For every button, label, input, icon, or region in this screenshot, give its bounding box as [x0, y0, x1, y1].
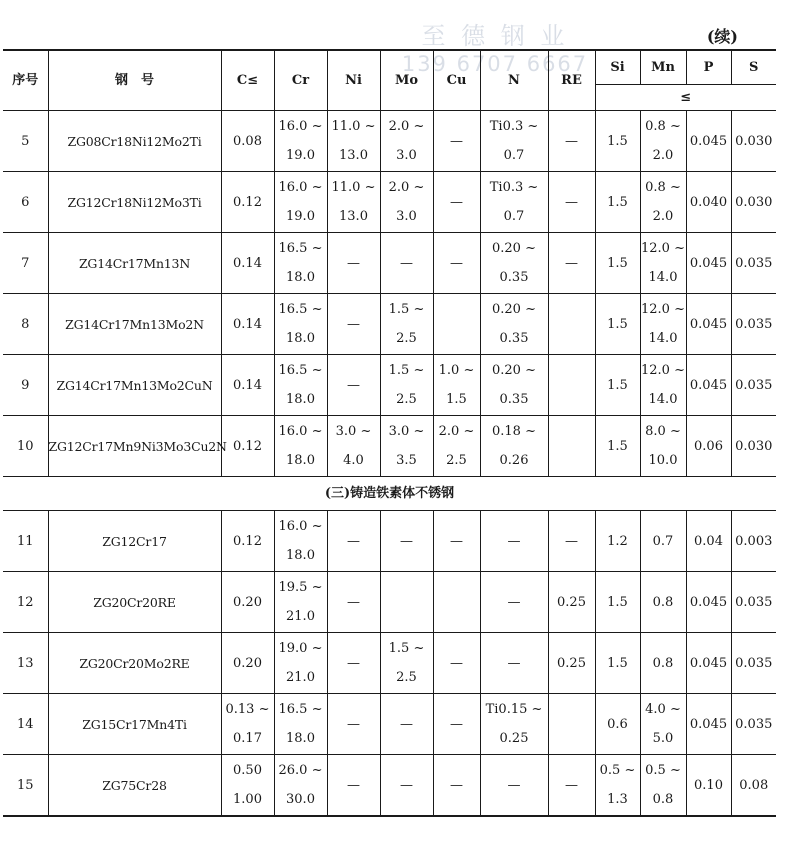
table-row [3, 572, 776, 633]
cell-line: 0.35 [499, 270, 529, 285]
cell-line: 18.0 [286, 331, 315, 346]
cell-c: 0.08 [221, 111, 274, 172]
cell-line: 16.0 ~ [278, 119, 323, 134]
cell-line: 2.5 [446, 453, 467, 468]
cell-cu [433, 233, 480, 294]
cell-n [480, 355, 548, 416]
cell-re: — [548, 172, 595, 233]
cell-line: 16.0 ~ [278, 424, 323, 439]
col-header-p: P [686, 50, 731, 85]
cell-line: — [450, 133, 463, 149]
cell-seq: 8 [3, 294, 48, 355]
cell-c: 0.14 [221, 294, 274, 355]
cell-cu: — [433, 755, 480, 817]
cell-line: — [400, 716, 413, 732]
col-header-si: Si [595, 50, 640, 85]
cell-line: 13.0 [339, 209, 368, 224]
cell-line: 18.0 [286, 548, 315, 563]
cell-seq: 12 [3, 572, 48, 633]
cell-si [595, 633, 640, 694]
cell-line: 0.20 ~ [492, 241, 536, 256]
cell-line: 0.12 [233, 533, 262, 549]
cell-mn [640, 694, 686, 755]
cell-s: 0.035 [731, 294, 776, 355]
table-row [3, 511, 776, 572]
cell-line: — [400, 255, 413, 271]
cell-ni [327, 111, 380, 172]
cell-line: 0.7 [652, 533, 674, 549]
cell-steel: ZG14Cr17Mn13N [48, 233, 221, 294]
cell-steel: ZG15Cr17Mn4Ti [48, 694, 221, 755]
cell-seq: 13 [3, 633, 48, 694]
cell-line: 0.17 [233, 731, 262, 746]
cell-ni [327, 172, 380, 233]
cell-mn [640, 416, 686, 477]
cell-line: 0.35 [499, 392, 529, 407]
cell-line: 1.5 ~ [388, 302, 425, 317]
cell-re: 0.25 [548, 572, 595, 633]
cell-line: 30.0 [286, 792, 315, 807]
cell-mn [640, 511, 686, 572]
cell-mo [380, 416, 433, 477]
cell-re [548, 694, 595, 755]
cell-s: 0.08 [731, 755, 776, 817]
cell-cr [274, 416, 327, 477]
cell-line: 18.0 [286, 731, 315, 746]
cell-line: 0.5 ~ [645, 763, 681, 778]
cell-line: 2.0 [652, 148, 674, 163]
cell-re: — [548, 755, 595, 817]
cell-line: Ti0.3 ~ [489, 180, 539, 195]
cell-mo [380, 294, 433, 355]
cell-line: 16.5 ~ [278, 241, 323, 256]
cell-c: 0.14 [221, 355, 274, 416]
cell-n [480, 172, 548, 233]
cell-mo [380, 355, 433, 416]
cell-line: — [507, 655, 521, 671]
cell-s: 0.035 [731, 233, 776, 294]
cell-line: Ti0.3 ~ [489, 119, 539, 134]
cell-seq: 15 [3, 755, 48, 817]
cell-line: 4.0 [343, 453, 364, 468]
cell-p: 0.045 [686, 633, 731, 694]
cell-re: 0.25 [548, 633, 595, 694]
cell-line: 14.0 [648, 270, 678, 285]
cell-line: 13.0 [339, 148, 368, 163]
col-header-steel: 钢 号 [48, 50, 221, 111]
cell-n [480, 511, 548, 572]
cell-mo [380, 233, 433, 294]
cell-cr [274, 294, 327, 355]
cell-seq: 6 [3, 172, 48, 233]
cell-line: Ti0.15 ~ [485, 702, 543, 717]
col-header-cu: Cu [433, 50, 480, 111]
cell-line: 0.8 [652, 594, 674, 610]
cell-c [221, 633, 274, 694]
cell-line: 1.5 [607, 655, 628, 671]
header-row [3, 50, 776, 85]
cell-s: 0.030 [731, 416, 776, 477]
cell-ni [327, 233, 380, 294]
cell-c [221, 572, 274, 633]
cell-line: 3.0 [396, 148, 417, 163]
cell-line: 5.0 [652, 731, 674, 746]
cell-line: 0.20 [233, 594, 262, 610]
cell-line: 21.0 [286, 670, 315, 685]
cell-si: 1.5 [595, 233, 640, 294]
cell-ni: — [327, 633, 380, 694]
continued-label: (续) [706, 27, 738, 46]
col-header-re: RE [548, 50, 595, 111]
cell-line: 0.8 ~ [645, 180, 681, 195]
col-header-s: S [731, 50, 776, 85]
cell-p: 0.045 [686, 111, 731, 172]
cell-si: 1.5 [595, 294, 640, 355]
table-row [3, 294, 776, 355]
cell-ni [327, 294, 380, 355]
cell-line: 8.0 ~ [645, 424, 681, 439]
cell-line: 14.0 [648, 392, 678, 407]
cell-re: — [548, 111, 595, 172]
cell-n [480, 416, 548, 477]
cell-cr [274, 511, 327, 572]
cell-line: 19.0 ~ [278, 641, 323, 656]
cell-si: 1.5 [595, 111, 640, 172]
col-header-leq: ≤ [595, 85, 776, 111]
cell-steel: ZG08Cr18Ni12Mo2Ti [48, 111, 221, 172]
cell-line: 26.0 ~ [278, 763, 323, 778]
cell-cr [274, 111, 327, 172]
table-row [3, 233, 776, 294]
cell-line: 12.0 ~ [641, 241, 685, 256]
cell-cu [433, 355, 480, 416]
cell-p: 0.040 [686, 172, 731, 233]
cell-n [480, 633, 548, 694]
cell-line: — [450, 255, 463, 271]
cell-line: — [507, 594, 521, 610]
cell-line: 19.0 [286, 148, 315, 163]
cell-c [221, 755, 274, 817]
cell-line: 1.5 ~ [388, 641, 425, 656]
cell-line: 0.25 [499, 731, 529, 746]
cell-s: 0.030 [731, 172, 776, 233]
cell-mo [380, 694, 433, 755]
cell-c: 0.12 [221, 172, 274, 233]
cell-si [595, 511, 640, 572]
cell-line: 3.5 [396, 453, 417, 468]
cell-steel: ZG12Cr17Mn9Ni3Mo3Cu2N [48, 416, 221, 477]
cell-line: 0.8 [652, 792, 674, 807]
cell-cr [274, 694, 327, 755]
cell-si: 1.5 [595, 355, 640, 416]
col-header-seq: 序号 [3, 50, 48, 111]
cell-cu: — [433, 694, 480, 755]
cell-line: 16.0 ~ [278, 519, 323, 534]
cell-p: 0.04 [686, 511, 731, 572]
cell-line: 1.5 [446, 392, 467, 407]
cell-line: 0.13 ~ [225, 702, 270, 717]
cell-re: — [548, 511, 595, 572]
watermark-company: 至 德 钢 业 [421, 22, 569, 50]
cell-line: 2.0 ~ [438, 424, 475, 439]
cell-seq: 9 [3, 355, 48, 416]
cell-mo [380, 572, 433, 633]
cell-re [548, 416, 595, 477]
cell-cu [433, 172, 480, 233]
cell-cu: — [433, 633, 480, 694]
cell-p: 0.045 [686, 233, 731, 294]
cell-line: 18.0 [286, 392, 315, 407]
cell-line: — [347, 377, 360, 393]
cell-cr [274, 172, 327, 233]
cell-mo [380, 511, 433, 572]
cell-cu [433, 416, 480, 477]
cell-line: 16.5 ~ [278, 302, 323, 317]
cell-line: 0.50 [233, 763, 262, 778]
cell-line: 3.0 [396, 209, 417, 224]
cell-line: 0.18 ~ [492, 424, 536, 439]
cell-p: 0.045 [686, 572, 731, 633]
cell-cu: — [433, 511, 480, 572]
cell-c: 0.14 [221, 233, 274, 294]
cell-line: 19.5 ~ [278, 580, 323, 595]
cell-p: 0.045 [686, 694, 731, 755]
cell-line: 0.20 ~ [492, 302, 536, 317]
cell-steel: ZG20Cr20Mo2RE [48, 633, 221, 694]
cell-cr [274, 355, 327, 416]
cell-ni: — [327, 694, 380, 755]
cell-n [480, 755, 548, 817]
cell-c: 0.12 [221, 416, 274, 477]
cell-line: 21.0 [286, 609, 315, 624]
cell-mn [640, 172, 686, 233]
cell-line: 1.5 ~ [388, 363, 425, 378]
cell-n [480, 694, 548, 755]
cell-line: — [450, 194, 463, 210]
cell-line: 0.20 ~ [492, 363, 536, 378]
section-title: (三)铸造铁素体不锈钢 [3, 477, 776, 511]
cell-p: 0.06 [686, 416, 731, 477]
cell-line: 1.3 [607, 792, 628, 807]
cell-p: 0.045 [686, 294, 731, 355]
col-header-ni: Ni [327, 50, 380, 111]
cell-mn [640, 633, 686, 694]
cell-line: 2.5 [396, 392, 417, 407]
cell-steel: ZG20Cr20RE [48, 572, 221, 633]
cell-steel: ZG14Cr17Mn13Mo2N [48, 294, 221, 355]
watermark-phone: 139 6707 6667 [401, 52, 589, 76]
cell-mo [380, 755, 433, 817]
cell-s: 0.035 [731, 355, 776, 416]
cell-mo [380, 633, 433, 694]
cell-line: 2.0 [652, 209, 674, 224]
table-row [3, 416, 776, 477]
cell-ni [327, 416, 380, 477]
cell-line: 1.0 ~ [438, 363, 475, 378]
cell-line: 2.5 [396, 331, 417, 346]
cell-line: 3.0 ~ [335, 424, 372, 439]
cell-ni: — [327, 755, 380, 817]
cell-s: 0.035 [731, 572, 776, 633]
cell-line: 1.2 [607, 533, 628, 549]
cell-n [480, 294, 548, 355]
table-row [3, 355, 776, 416]
cell-re: — [548, 233, 595, 294]
cell-si: 1.5 [595, 416, 640, 477]
cell-line: 18.0 [286, 453, 315, 468]
cell-line: 0.8 [652, 655, 674, 671]
cell-seq: 10 [3, 416, 48, 477]
cell-mo [380, 172, 433, 233]
col-header-cr: Cr [274, 50, 327, 111]
cell-steel: ZG12Cr18Ni12Mo3Ti [48, 172, 221, 233]
cell-seq: 11 [3, 511, 48, 572]
cell-line: 11.0 ~ [331, 180, 376, 195]
cell-cu [433, 111, 480, 172]
cell-s: 0.030 [731, 111, 776, 172]
cell-line: 0.20 [233, 655, 262, 671]
cell-line: 18.0 [286, 270, 315, 285]
cell-p: 0.10 [686, 755, 731, 817]
cell-line: 0.35 [499, 331, 529, 346]
cell-line: 14.0 [648, 331, 678, 346]
cell-line: 4.0 ~ [645, 702, 681, 717]
col-header-mn: Mn [640, 50, 686, 85]
col-header-n: N [480, 50, 548, 111]
section-row [3, 477, 776, 511]
cell-line: 10.0 [648, 453, 678, 468]
cell-mo [380, 111, 433, 172]
cell-mn [640, 755, 686, 817]
cell-si [595, 572, 640, 633]
cell-seq: 5 [3, 111, 48, 172]
cell-line: 0.26 [499, 453, 529, 468]
cell-line: — [347, 316, 360, 332]
cell-line: 16.0 ~ [278, 180, 323, 195]
cell-line: 19.0 [286, 209, 315, 224]
cell-line: 0.7 [503, 148, 525, 163]
table-row [3, 694, 776, 755]
cell-seq: 7 [3, 233, 48, 294]
cell-line: 1.5 [607, 594, 628, 610]
stainless-steel-composition-table [3, 49, 776, 817]
cell-line: — [400, 777, 413, 793]
cell-steel: ZG75Cr28 [48, 755, 221, 817]
cell-line: — [507, 777, 521, 793]
cell-re [548, 294, 595, 355]
cell-steel: ZG14Cr17Mn13Mo2CuN [48, 355, 221, 416]
cell-n [480, 111, 548, 172]
cell-mn [640, 294, 686, 355]
table-row [3, 755, 776, 817]
cell-cr [274, 755, 327, 817]
cell-s: 0.035 [731, 694, 776, 755]
cell-c [221, 511, 274, 572]
cell-n [480, 233, 548, 294]
cell-ni: — [327, 572, 380, 633]
cell-line: 1.00 [233, 792, 262, 807]
cell-line: 3.0 ~ [388, 424, 425, 439]
cell-cr [274, 633, 327, 694]
cell-mn [640, 111, 686, 172]
table-row [3, 172, 776, 233]
cell-mn [640, 233, 686, 294]
cell-line: 2.0 ~ [388, 180, 425, 195]
cell-cr [274, 233, 327, 294]
col-header-c: C≤ [221, 50, 274, 111]
cell-line: 0.8 ~ [645, 119, 681, 134]
cell-c [221, 694, 274, 755]
cell-line: — [347, 255, 360, 271]
cell-steel: ZG12Cr17 [48, 511, 221, 572]
cell-ni: — [327, 511, 380, 572]
cell-seq: 14 [3, 694, 48, 755]
cell-ni [327, 355, 380, 416]
cell-p: 0.045 [686, 355, 731, 416]
cell-s: 0.035 [731, 633, 776, 694]
table-row [3, 633, 776, 694]
cell-line: 16.5 ~ [278, 363, 323, 378]
cell-si [595, 694, 640, 755]
cell-mn [640, 572, 686, 633]
cell-line: 16.5 ~ [278, 702, 323, 717]
cell-re [548, 355, 595, 416]
cell-mn [640, 355, 686, 416]
cell-line: 0.7 [503, 209, 525, 224]
cell-line: 2.5 [396, 670, 417, 685]
cell-line: 0.5 ~ [599, 763, 636, 778]
cell-si [595, 755, 640, 817]
cell-line: 12.0 ~ [641, 363, 685, 378]
col-header-mo: Mo [380, 50, 433, 111]
cell-si: 1.5 [595, 172, 640, 233]
cell-line: 12.0 ~ [641, 302, 685, 317]
cell-line: 0.6 [607, 716, 628, 732]
cell-cu [433, 572, 480, 633]
cell-cr [274, 572, 327, 633]
cell-cu [433, 294, 480, 355]
cell-line: — [507, 533, 521, 549]
table-row [3, 111, 776, 172]
cell-n [480, 572, 548, 633]
cell-line: 2.0 ~ [388, 119, 425, 134]
cell-s: 0.003 [731, 511, 776, 572]
cell-line: — [400, 533, 413, 549]
cell-line: 11.0 ~ [331, 119, 376, 134]
